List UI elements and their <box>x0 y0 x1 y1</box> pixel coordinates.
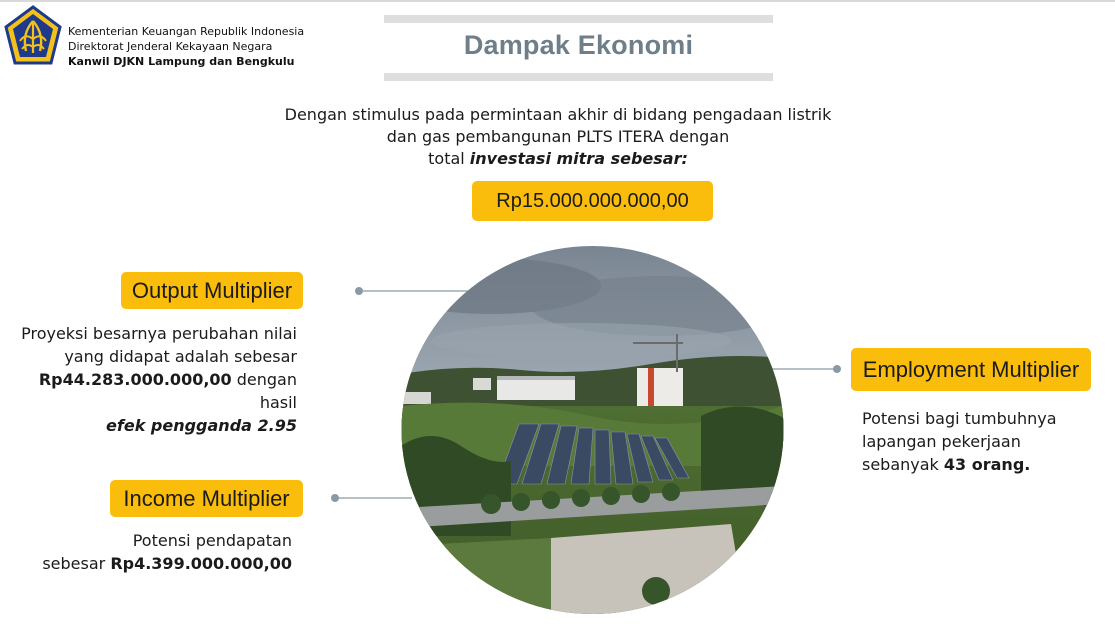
output-multiplier-effect: efek pengganda 2.95 <box>106 416 297 435</box>
solar-plant-photo <box>401 246 784 614</box>
output-line-3-suffix: dengan <box>231 370 297 389</box>
intro-line-1: Dengan stimulus pada permintaan akhir di bidang pengadaan listrik <box>284 105 832 124</box>
connector-employment-dot <box>833 365 841 373</box>
intro-line-3-prefix: total <box>428 149 470 168</box>
intro-line-2: dan gas pembangunan PLTS ITERA dengan <box>386 127 730 146</box>
intro-line-3 <box>268 148 848 170</box>
org-line-directorate: Direktorat Jenderal Kekayaan Negara <box>68 40 273 53</box>
income-value: Rp4.399.000.000,00 <box>110 554 292 573</box>
employment-value: 43 orang. <box>943 455 1031 474</box>
title-bar-bottom <box>384 73 773 81</box>
employment-multiplier-label: Employment Multiplier <box>851 348 1091 391</box>
income-multiplier-label: Income Multiplier <box>110 480 303 517</box>
output-line-1: Proyeksi besarnya perubahan nilai <box>21 324 297 343</box>
org-line-office: Kanwil DJKN Lampung dan Bengkulu <box>68 55 295 68</box>
income-multiplier-description <box>20 529 292 575</box>
employment-line-3-prefix: sebanyak <box>862 455 944 474</box>
investment-value-badge: Rp15.000.000.000,00 <box>472 181 713 221</box>
title-bar-top <box>384 15 773 23</box>
organization-name <box>68 24 304 69</box>
output-line-4: hasil <box>259 393 297 412</box>
connector-income-dot <box>331 494 339 502</box>
connector-output-dot <box>355 287 363 295</box>
output-multiplier-label: Output Multiplier <box>121 272 303 309</box>
output-multiplier-description <box>10 322 297 437</box>
income-line-2 <box>20 552 292 575</box>
employment-line-2: lapangan pekerjaan <box>862 432 1021 451</box>
intro-text <box>268 104 848 170</box>
intro-line-3-emphasis: investasi mitra sebesar: <box>469 149 688 168</box>
output-value: Rp44.283.000.000,00 <box>38 370 232 389</box>
page-title: Dampak Ekonomi <box>463 30 694 60</box>
employment-multiplier-description <box>862 407 1102 476</box>
kemenkeu-logo-icon <box>4 5 62 67</box>
employment-line-3 <box>862 453 1102 476</box>
income-line-2-prefix: sebesar <box>42 554 111 573</box>
income-line-1: Potensi pendapatan <box>132 531 292 550</box>
top-divider <box>0 0 1115 2</box>
org-line-ministry: Kementerian Keuangan Republik Indonesia <box>68 25 305 38</box>
output-line-3 <box>10 368 297 391</box>
output-line-2: yang didapat adalah sebesar <box>64 347 297 366</box>
employment-line-1: Potensi bagi tumbuhnya <box>862 409 1057 428</box>
